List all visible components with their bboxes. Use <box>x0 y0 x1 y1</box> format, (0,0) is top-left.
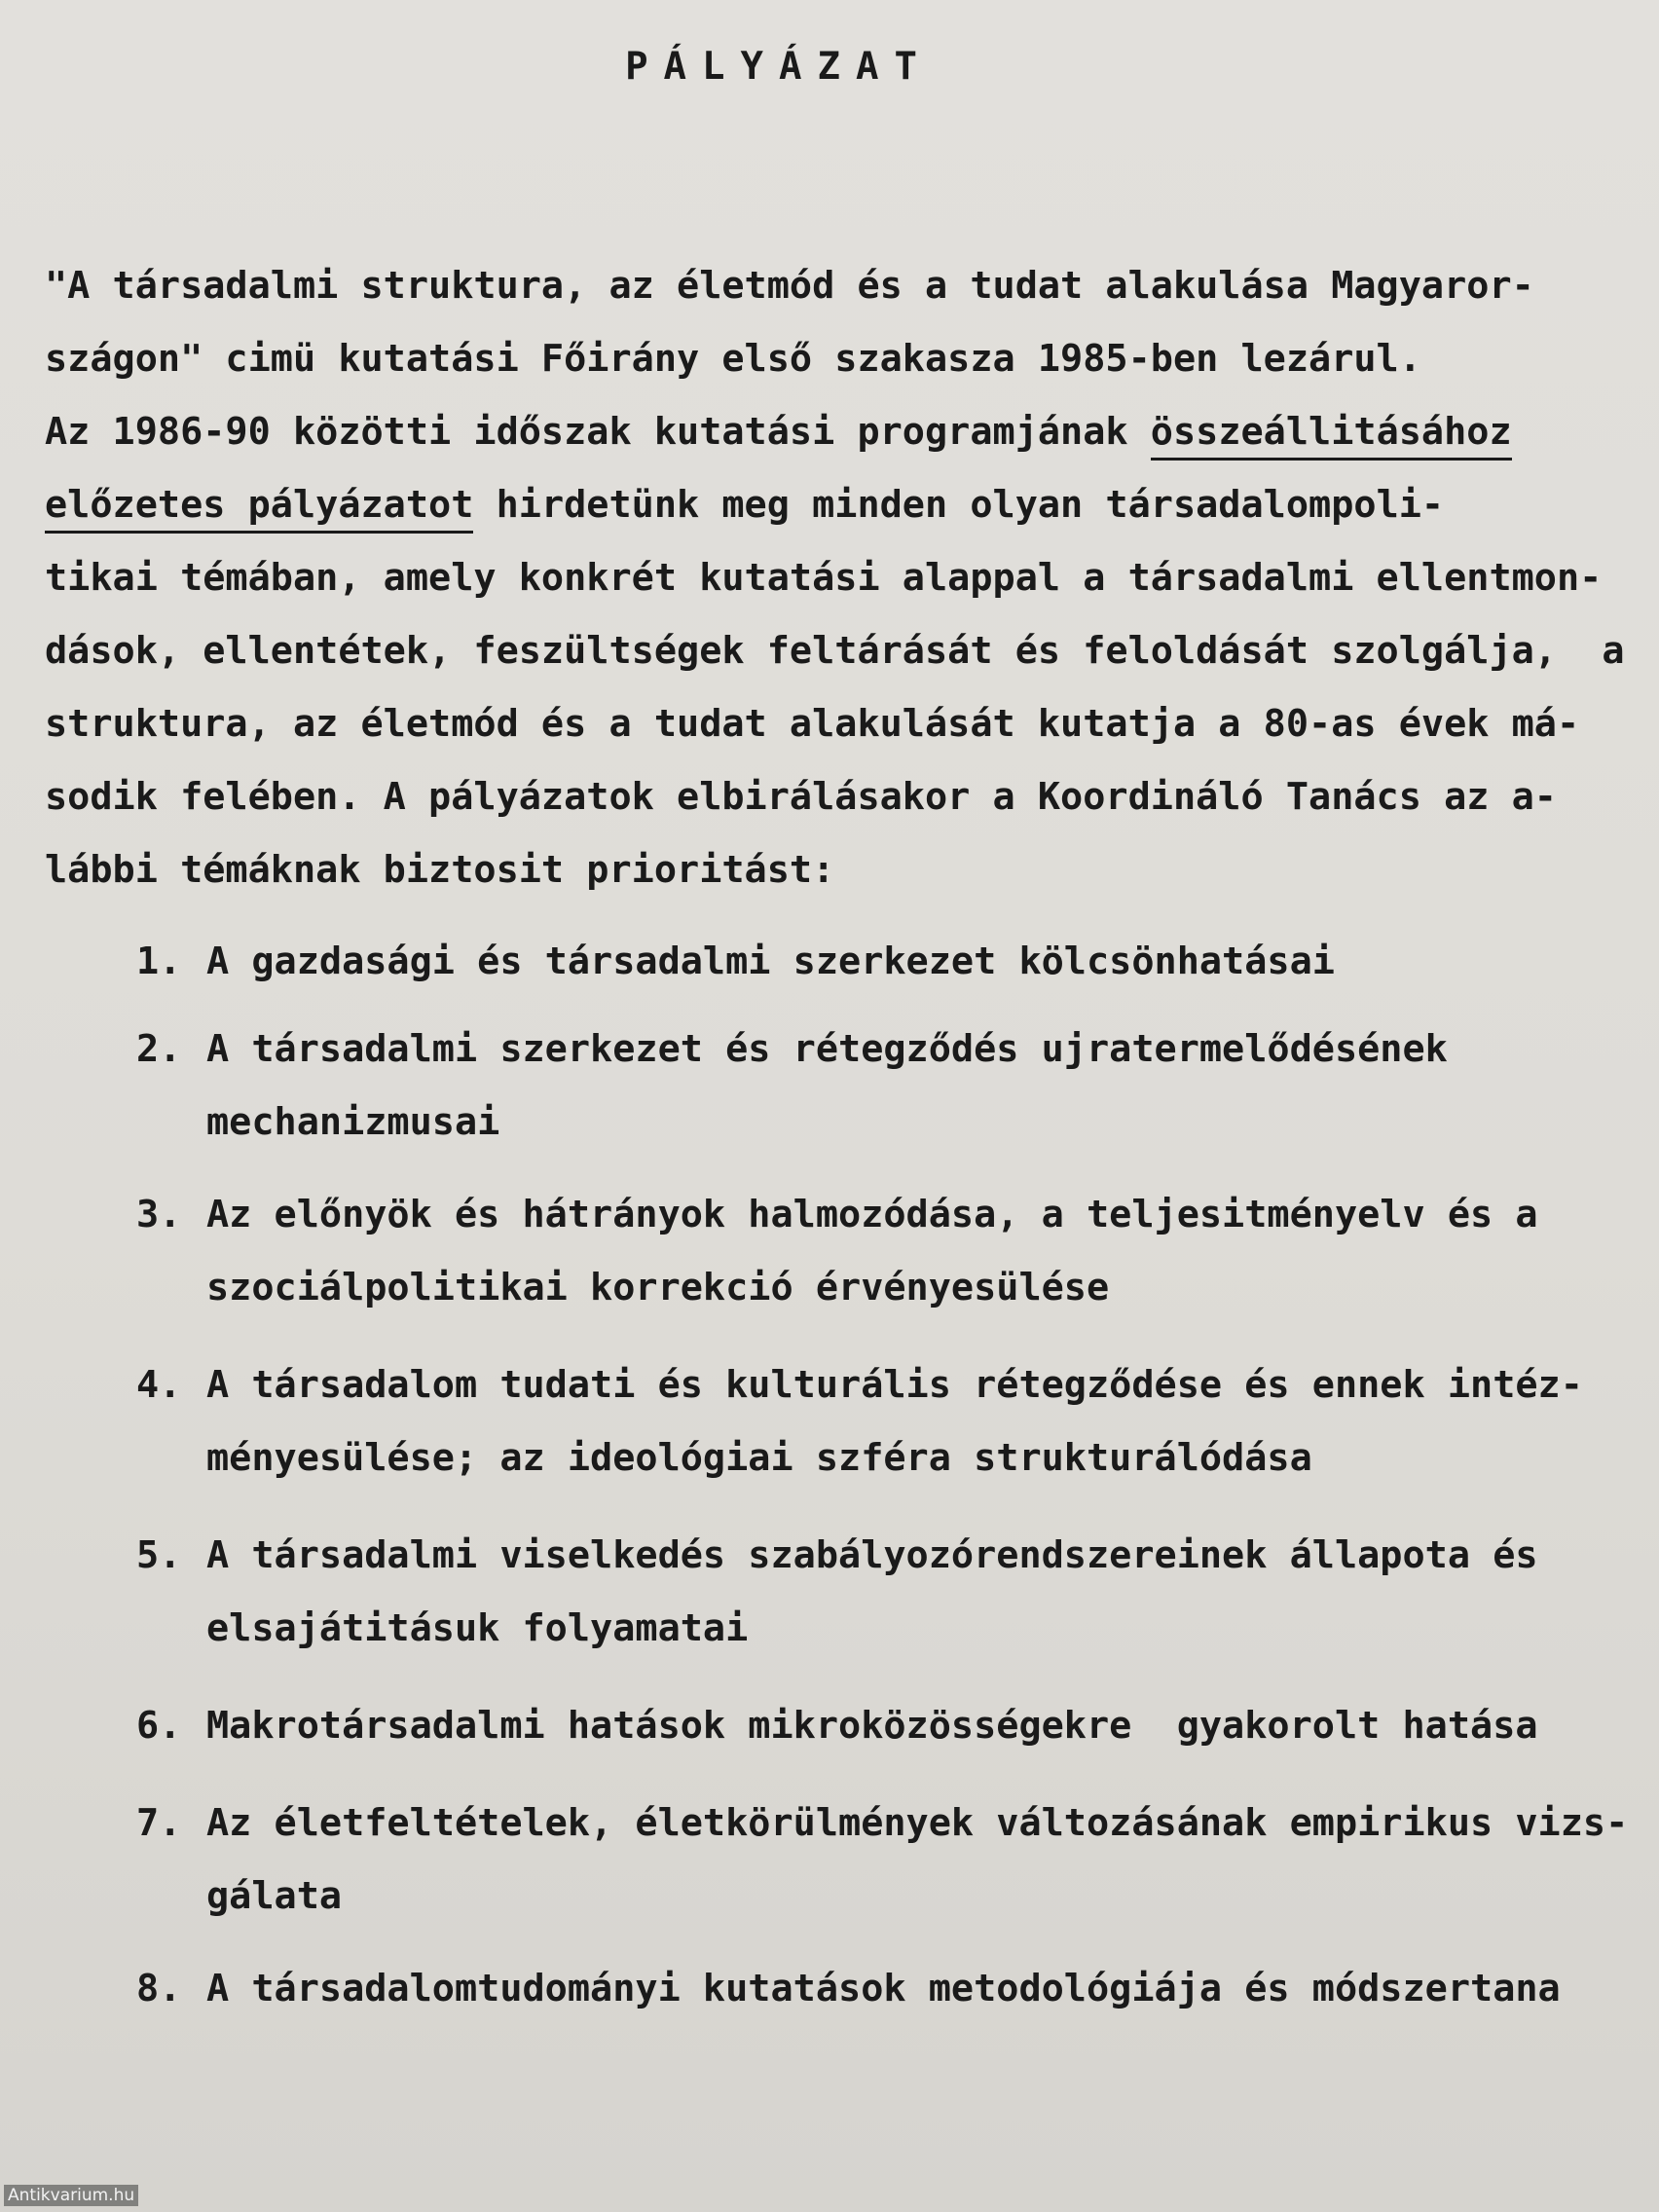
intro-paragraph <box>45 249 1632 906</box>
item-number: 2. <box>136 1027 182 1071</box>
item-line: A társadalmi viselkedés szabályozórendszereinek állapota és <box>206 1533 1538 1577</box>
item-number: 6. <box>136 1704 182 1748</box>
intro-line: szágon" cimü kutatási Főirány első szakasza 1985-ben lezárul. <box>45 337 1421 381</box>
page-title: PÁLYÁZAT <box>625 45 933 89</box>
intro-line <box>45 395 1632 468</box>
item-number: 7. <box>136 1801 182 1845</box>
item-number: 4. <box>136 1363 182 1407</box>
intro-line <box>45 468 1632 541</box>
item-line: ményesülése; az ideológiai szféra strukturálódása <box>206 1436 1312 1480</box>
item-text <box>206 1519 1628 1665</box>
item-text <box>206 1787 1628 1933</box>
intro-line: dások, ellentétek, feszültségek feltárását és feloldását szolgálja, a <box>45 629 1625 673</box>
item-line: elsajátitásuk folyamatai <box>206 1606 749 1650</box>
intro-line: struktura, az életmód és a tudat alakulását kutatja a 80-as évek má- <box>45 702 1580 746</box>
item-number: 5. <box>136 1533 182 1577</box>
intro-line-start: Az 1986-90 közötti időszak kutatási programjának <box>45 410 1151 454</box>
intro-line: "A társadalmi struktura, az életmód és a tudat alakulása Magyaror- <box>45 264 1534 308</box>
intro-line-rest: hirdetünk meg minden olyan társadalompoli- <box>473 483 1445 527</box>
watermark: Antikvarium.hu <box>4 2185 138 2206</box>
item-text <box>206 1013 1628 1159</box>
item-text: Makrotársadalmi hatások mikroközösségekre gyakorolt hatása <box>206 1704 1538 1748</box>
item-line: Az életfeltételek, életkörülmények változásának empirikus vizs- <box>206 1801 1629 1845</box>
item-line: gálata <box>206 1874 343 1918</box>
item-line: A társadalom tudati és kulturális rétegződése és ennek intéz- <box>206 1363 1583 1407</box>
underlined-phrase: összeállitásához <box>1151 410 1512 461</box>
item-text: A társadalomtudományi kutatások metodológiája és módszertana <box>206 1967 1561 2010</box>
item-text: A gazdasági és társadalmi szerkezet kölcsönhatásai <box>206 940 1335 983</box>
item-text <box>206 1348 1628 1494</box>
item-line: Az előnyök és hátrányok halmozódása, a teljesitményelv és a <box>206 1193 1538 1236</box>
item-number: 1. <box>136 940 182 983</box>
item-line: A társadalmi szerkezet és rétegződés ujratermelődésének <box>206 1027 1448 1071</box>
intro-line: lábbi témáknak biztosit prioritást: <box>45 848 835 892</box>
item-number: 8. <box>136 1967 182 2010</box>
item-number: 3. <box>136 1193 182 1236</box>
intro-line: tikai témában, amely konkrét kutatási alappal a társadalmi ellentmon- <box>45 556 1603 600</box>
item-line: szociálpolitikai korrekció érvényesülése <box>206 1266 1110 1309</box>
underlined-phrase-2: előzetes pályázatot <box>45 483 473 534</box>
intro-line: sodik felében. A pályázatok elbirálásakor a Koordináló Tanács az a- <box>45 775 1557 819</box>
item-text <box>206 1178 1628 1324</box>
item-line: mechanizmusai <box>206 1100 500 1144</box>
